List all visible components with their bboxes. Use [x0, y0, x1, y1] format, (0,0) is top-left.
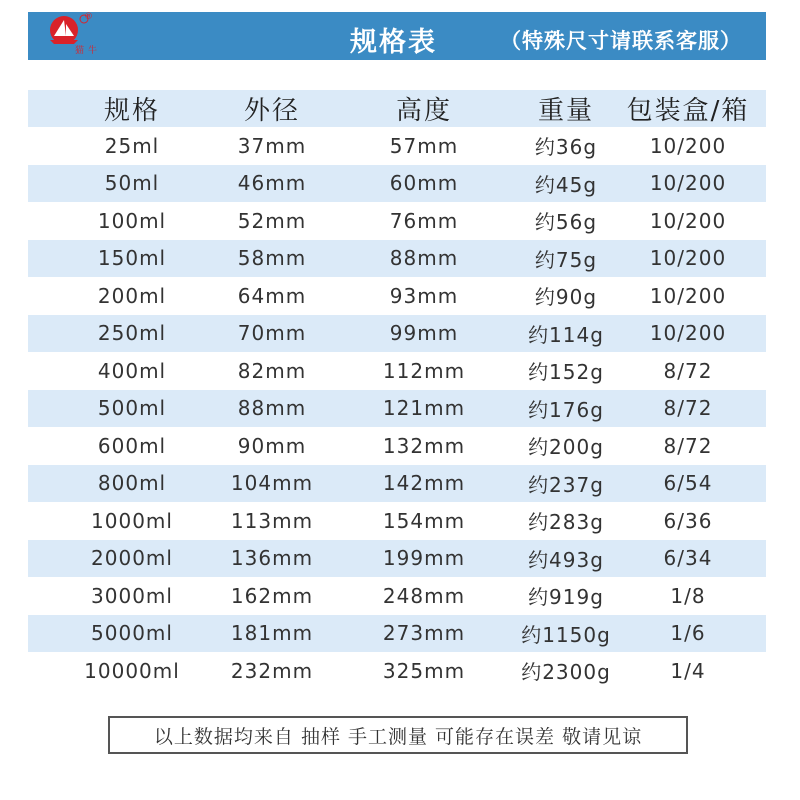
table-row — [28, 315, 766, 353]
cell-spec: 3000ml — [91, 583, 173, 608]
cell-weight: 约919g — [528, 585, 604, 610]
cell-diameter: 70mm — [237, 321, 307, 346]
registered-mark: ® — [84, 12, 93, 22]
cell-diameter: 88mm — [237, 396, 307, 421]
cell-weight: 约200g — [528, 435, 604, 460]
spec-table — [28, 90, 766, 690]
cell-packing: 10/200 — [649, 133, 727, 158]
cell-height: 93mm — [389, 283, 459, 308]
cell-height: 121mm — [382, 396, 466, 421]
cell-packing: 6/34 — [663, 546, 713, 571]
header-height: 高度 — [395, 96, 452, 126]
cell-packing: 6/36 — [663, 508, 713, 533]
table-row — [28, 540, 766, 578]
disclaimer-text: 以上数据均来自 抽样 手工测量 可能存在误差 敬请见谅 — [153, 725, 643, 748]
cell-spec: 800ml — [97, 471, 167, 496]
cell-packing: 10/200 — [649, 208, 727, 233]
cell-height: 273mm — [382, 621, 466, 646]
cell-spec: 25ml — [104, 133, 160, 158]
table-row — [28, 390, 766, 428]
table-row — [28, 202, 766, 240]
header-packing: 包装盒/箱 — [626, 96, 750, 126]
cell-diameter: 162mm — [230, 583, 314, 608]
cell-packing: 1/4 — [670, 658, 706, 683]
cell-weight: 约56g — [534, 210, 598, 235]
page-title: 规格表 — [350, 27, 437, 58]
table-row — [28, 127, 766, 165]
cell-height: 199mm — [382, 546, 466, 571]
cell-diameter: 181mm — [230, 621, 314, 646]
table-header-row — [28, 90, 766, 127]
disclaimer-box — [108, 716, 688, 754]
cell-weight: 约493g — [528, 547, 604, 572]
cell-spec: 250ml — [97, 321, 167, 346]
cell-spec: 10000ml — [84, 658, 180, 683]
table-row — [28, 427, 766, 465]
cell-packing: 10/200 — [649, 171, 727, 196]
cell-spec: 150ml — [97, 246, 167, 271]
cell-height: 142mm — [382, 471, 466, 496]
table-row — [28, 577, 766, 615]
cell-height: 60mm — [389, 171, 459, 196]
cell-weight: 约1150g — [521, 622, 611, 647]
cell-height: 132mm — [382, 433, 466, 458]
cell-spec: 100ml — [97, 208, 167, 233]
cell-spec: 600ml — [97, 433, 167, 458]
cell-weight: 约2300g — [521, 660, 611, 685]
table-row — [28, 240, 766, 278]
cell-packing: 8/72 — [663, 396, 713, 421]
cell-packing: 8/72 — [663, 433, 713, 458]
cell-height: 325mm — [382, 658, 466, 683]
cell-weight: 约75g — [534, 247, 598, 272]
cell-packing: 6/54 — [663, 471, 713, 496]
cell-height: 76mm — [389, 208, 459, 233]
cell-diameter: 58mm — [237, 246, 307, 271]
cell-weight: 约36g — [534, 135, 598, 160]
cell-diameter: 113mm — [230, 508, 314, 533]
cell-spec: 1000ml — [91, 508, 173, 533]
cell-spec: 500ml — [97, 396, 167, 421]
cell-diameter: 52mm — [237, 208, 307, 233]
header-weight: 重量 — [537, 96, 594, 126]
cell-diameter: 136mm — [230, 546, 314, 571]
cell-packing: 1/8 — [670, 583, 706, 608]
cell-diameter: 104mm — [230, 471, 314, 496]
cell-height: 112mm — [382, 358, 466, 383]
cell-spec: 200ml — [97, 283, 167, 308]
cell-diameter: 37mm — [237, 133, 307, 158]
cell-weight: 约114g — [528, 322, 604, 347]
table-row — [28, 165, 766, 203]
cell-packing: 10/200 — [649, 321, 727, 346]
table-row — [28, 352, 766, 390]
cell-height: 154mm — [382, 508, 466, 533]
cell-weight: 约152g — [528, 360, 604, 385]
cell-packing: 1/6 — [670, 621, 706, 646]
cell-spec: 2000ml — [91, 546, 173, 571]
cell-diameter: 232mm — [230, 658, 314, 683]
title-banner — [28, 12, 766, 60]
cell-height: 248mm — [382, 583, 466, 608]
cell-height: 88mm — [389, 246, 459, 271]
cell-diameter: 64mm — [237, 283, 307, 308]
cell-weight: 约45g — [534, 172, 598, 197]
cell-spec: 5000ml — [91, 621, 173, 646]
table-row — [28, 615, 766, 653]
cell-packing: 10/200 — [649, 283, 727, 308]
header-diameter: 外径 — [243, 96, 300, 126]
table-row — [28, 277, 766, 315]
cell-weight: 约90g — [534, 285, 598, 310]
page-subtitle: （特殊尺寸请联系客服） — [500, 29, 742, 53]
table-row — [28, 465, 766, 503]
table-row — [28, 652, 766, 690]
cell-diameter: 90mm — [237, 433, 307, 458]
cell-weight: 约283g — [528, 510, 604, 535]
cell-weight: 约176g — [528, 397, 604, 422]
table-row — [28, 502, 766, 540]
logo-caption: 猫牛 — [75, 46, 102, 56]
header-spec: 规格 — [103, 96, 160, 126]
cell-packing: 10/200 — [649, 246, 727, 271]
cell-packing: 8/72 — [663, 358, 713, 383]
cell-diameter: 82mm — [237, 358, 307, 383]
cell-diameter: 46mm — [237, 171, 307, 196]
cell-spec: 50ml — [104, 171, 160, 196]
cell-height: 57mm — [389, 133, 459, 158]
cell-height: 99mm — [389, 321, 459, 346]
cell-weight: 约237g — [528, 472, 604, 497]
cell-spec: 400ml — [97, 358, 167, 383]
